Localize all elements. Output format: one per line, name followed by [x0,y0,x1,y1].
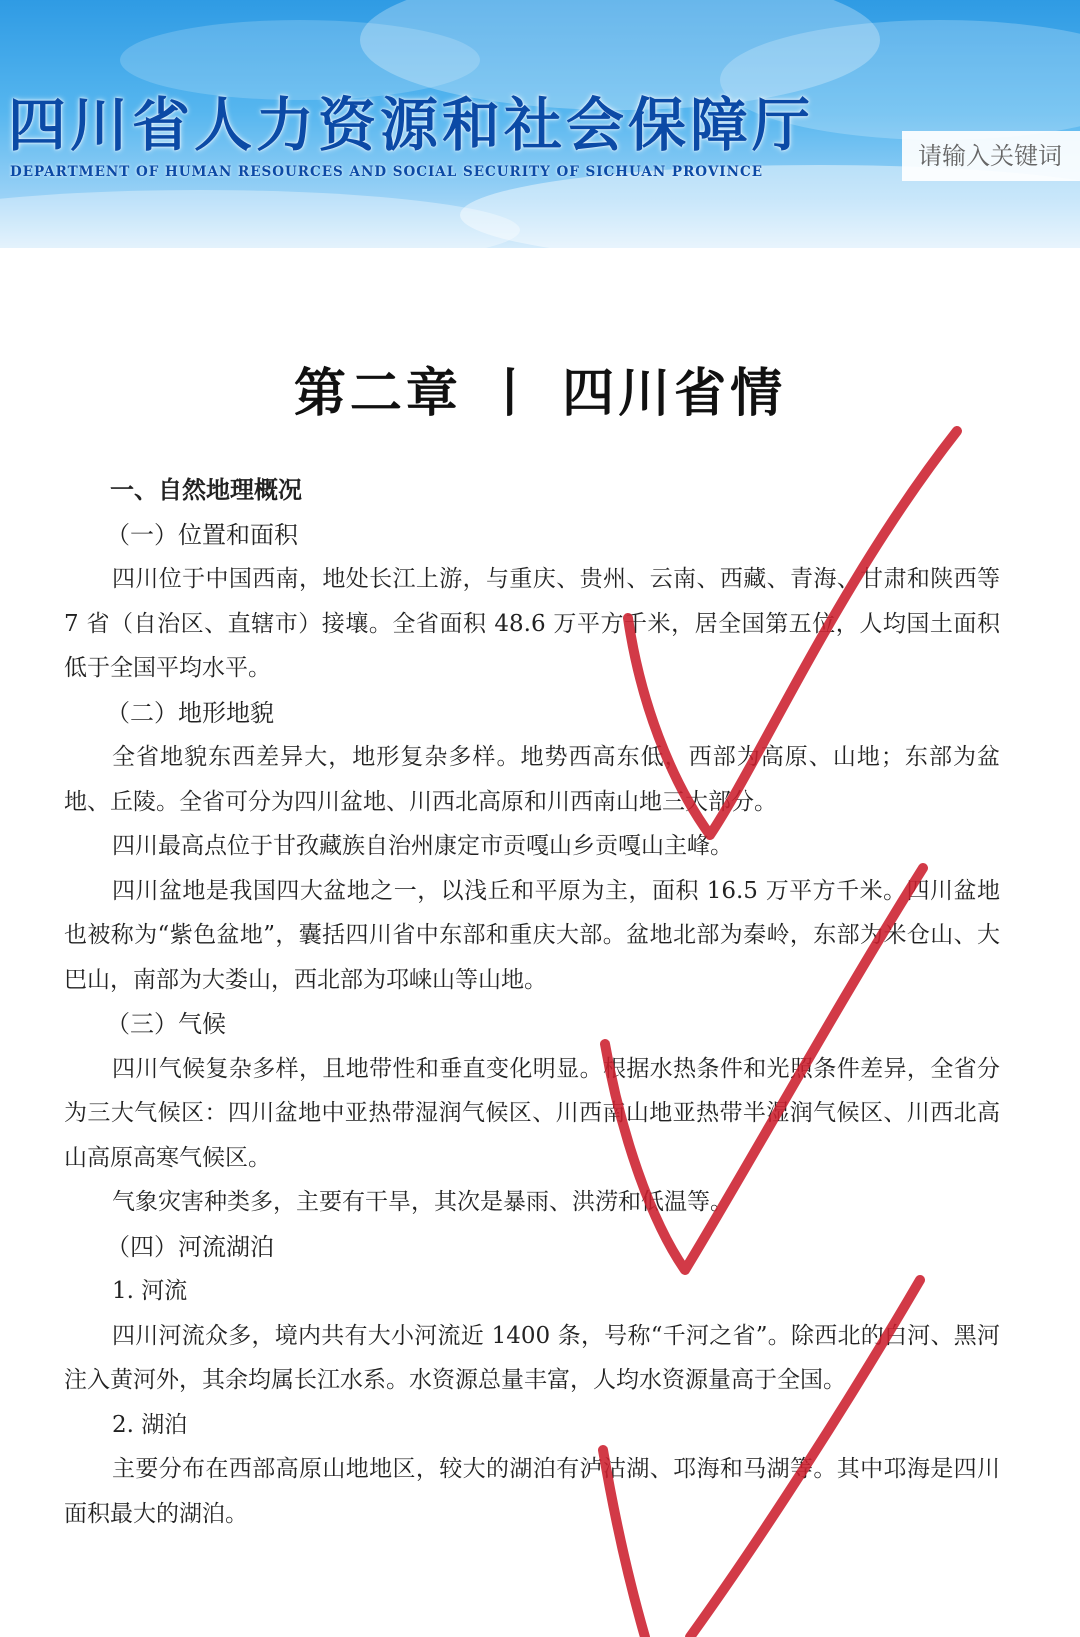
paragraph: 四川最高点位于甘孜藏族自治州康定市贡嘎山乡贡嘎山主峰。 [112,833,733,859]
site-banner [0,0,1080,248]
paragraph: 四川河流众多，境内共有大小河流近 1400 条，号称“千河之省”。除西北的白河、黑河注入黄河外，其余均属长江水系。水资源总量丰富，人均水资源量高于全国。 [64,1322,1000,1393]
paragraph: 四川位于中国西南，地处长江上游，与重庆、贵州、云南、西藏、青海、甘肃和陕西等 7 省（自治区、直辖市）接壤。全省面积 48.6 万平方千米，居全国第五位，人均国土面积低于全国平均水平。 [64,566,1000,681]
subsection-heading: （二）地形地貌 [106,698,274,727]
sub-subsection-heading: 1. 河流 [112,1278,188,1304]
paragraph: 四川盆地是我国四大盆地之一，以浅丘和平原为主，面积 16.5 万平方千米。四川盆地也被称为“紫色盆地”，囊括四川省中东部和重庆大部。盆地北部为秦岭，东部为米仓山、大巴山，南部为大娄山，西北部为邛崃山等山地。 [64,877,1000,993]
article-body [64,468,1000,1536]
subsection-heading: （一）位置和面积 [106,520,298,549]
site-title: 四川省人力资源和社会保障厅 [8,91,815,159]
paragraph: 气象灾害种类多，主要有干旱，其次是暴雨、洪涝和低温等。 [112,1189,733,1215]
chapter-title: 第二章 丨 四川省情 [293,363,787,424]
paragraph: 主要分布在西部高原山地地区，较大的湖泊有泸沽湖、邛海和马湖等。其中邛海是四川面积最大的湖泊。 [64,1456,1000,1527]
paragraph: 全省地貌东西差异大，地形复杂多样。地势西高东低，西部为高原、山地；东部为盆地、丘陵。全省可分为四川盆地、川西北高原和川西南山地三大部分。 [64,744,1000,815]
subsection-heading: （三）气候 [106,1010,226,1038]
site-subtitle: DEPARTMENT OF HUMAN RESOURCES AND SOCIAL SECURITY OF SICHUAN PROVINCE [10,164,763,180]
subsection-heading: （四）河流湖泊 [106,1232,274,1261]
section-heading: 一、自然地理概况 [110,476,302,504]
search-input[interactable] [902,131,1080,181]
sub-subsection-heading: 2. 湖泊 [112,1411,188,1438]
paragraph: 四川气候复杂多样，且地带性和垂直变化明显。根据水热条件和光照条件差异，全省分为三大气候区：四川盆地中亚热带湿润气候区、川西南山地亚热带半湿润气候区、川西北高山高原高寒气候区。 [64,1055,1000,1171]
